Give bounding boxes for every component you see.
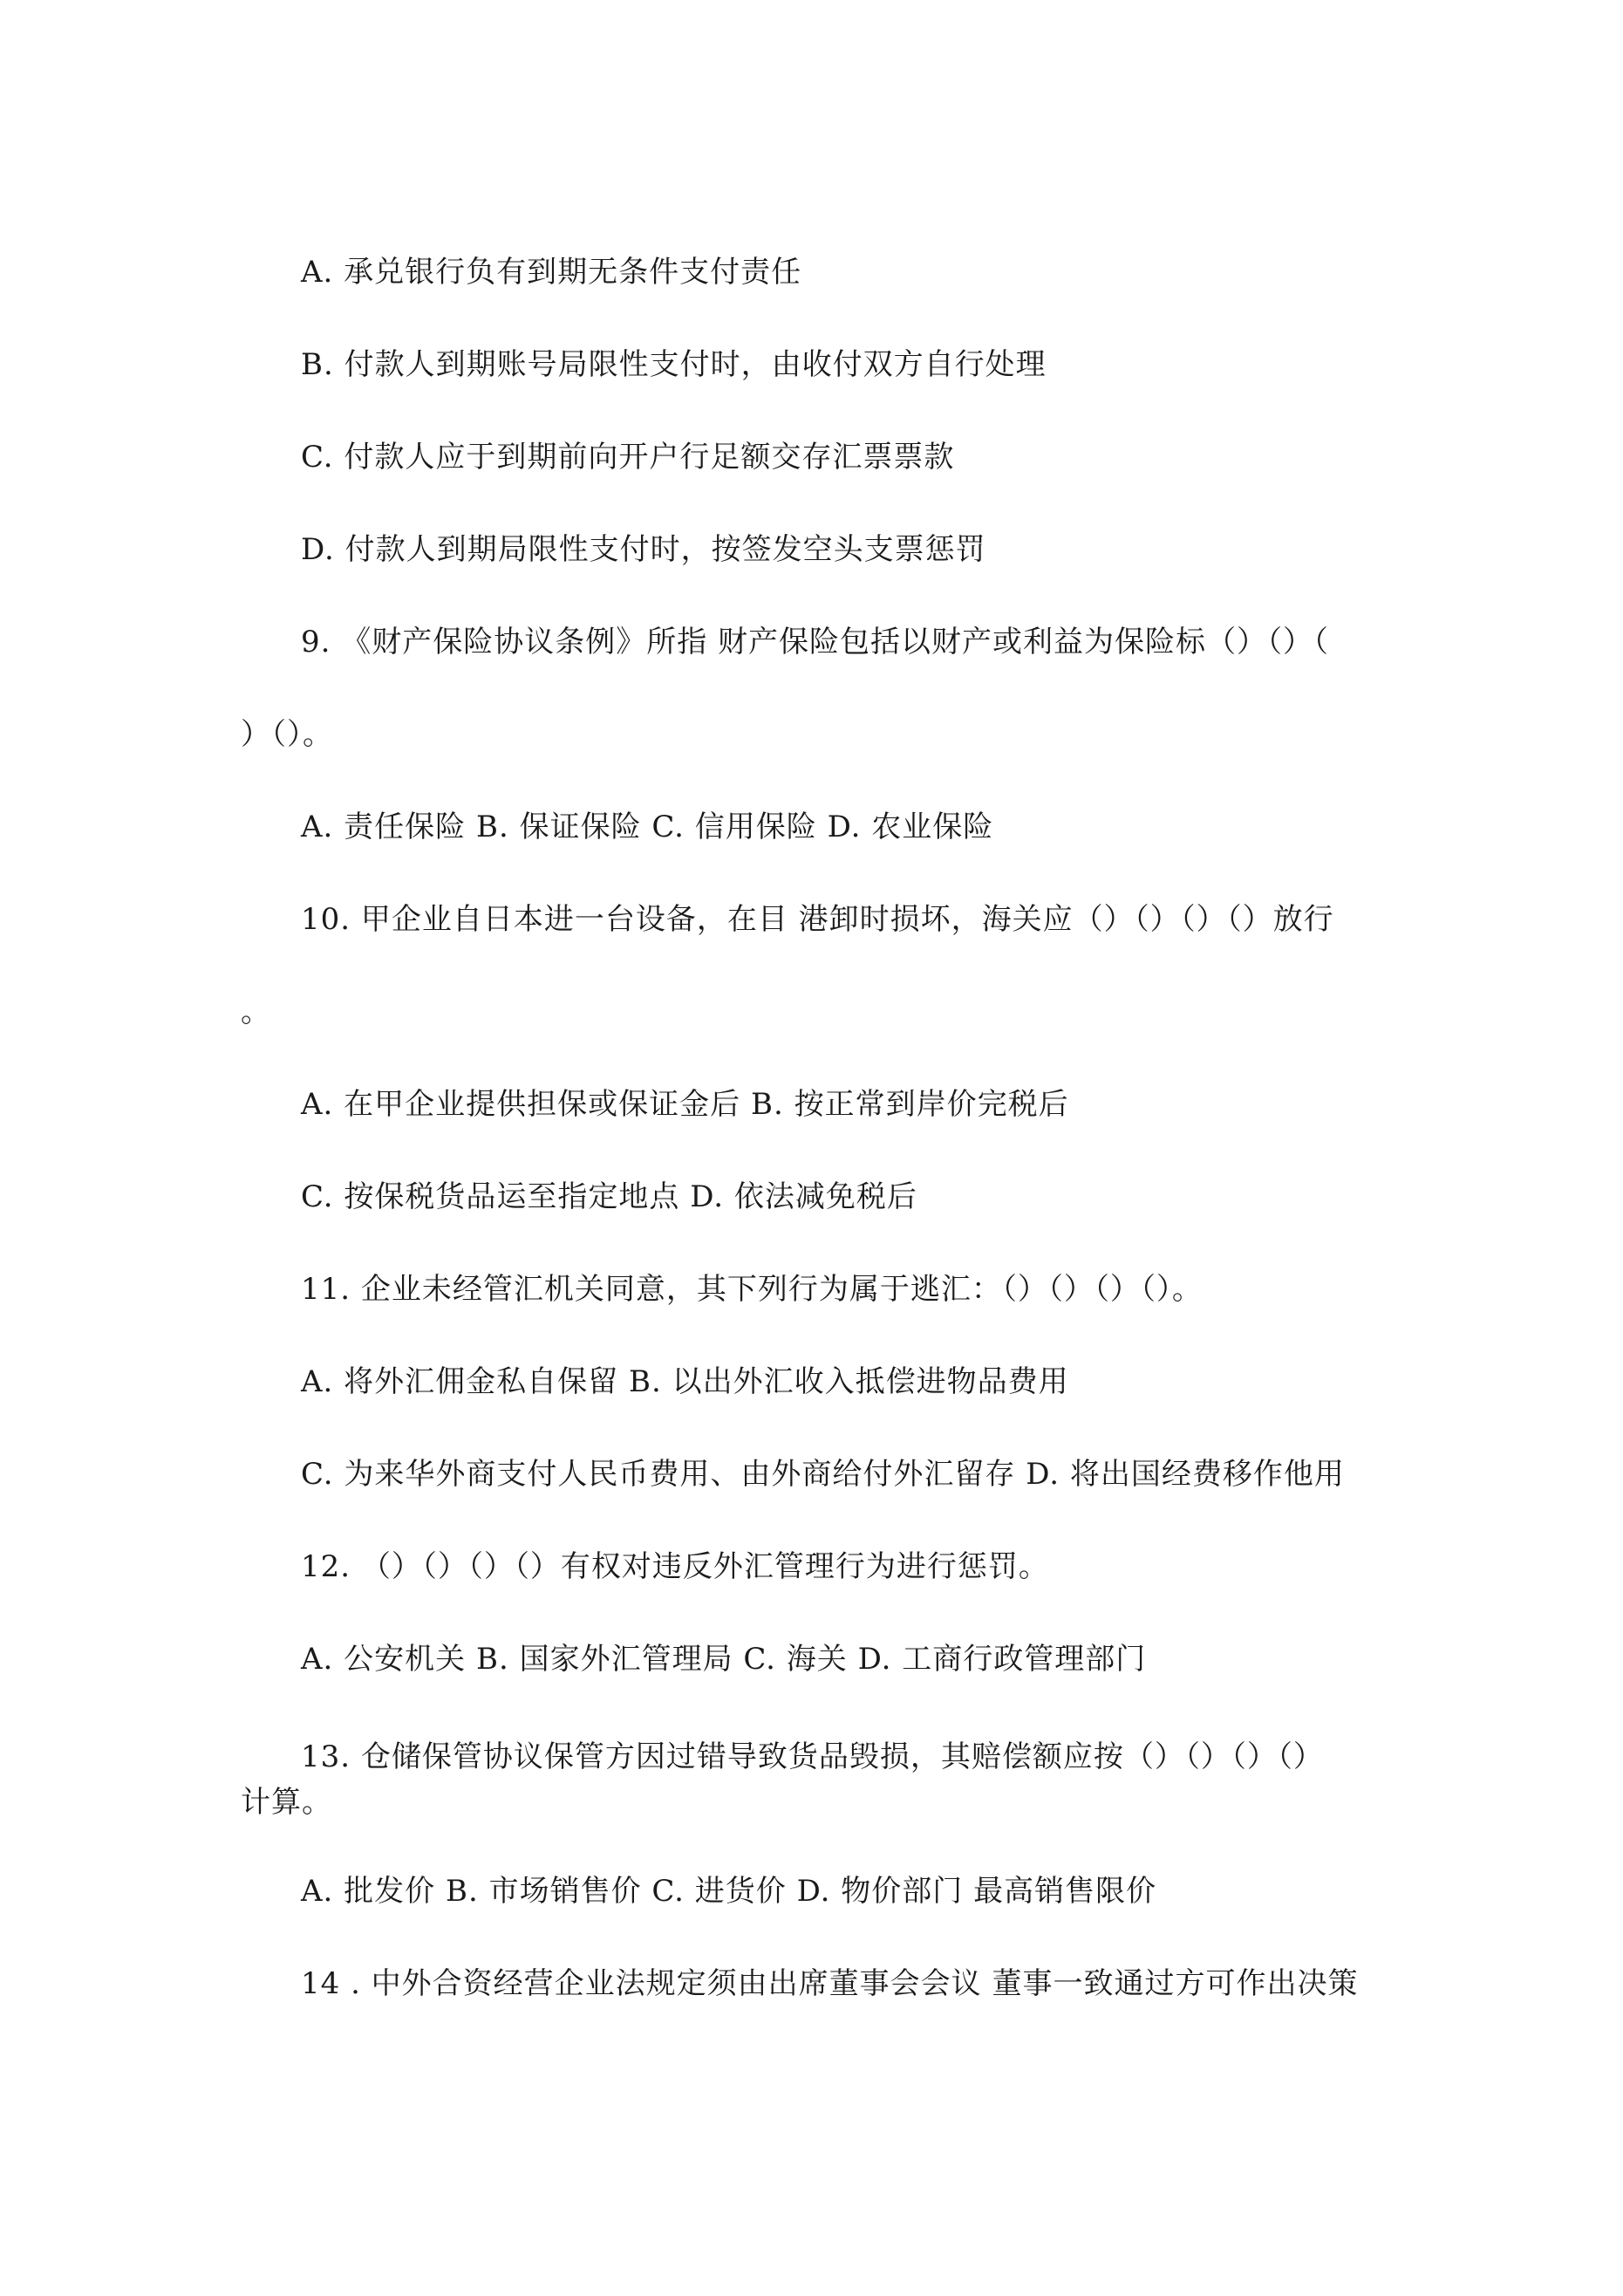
question-10-text: 10. 甲企业自日本进一台设备，在目 港卸时损坏，海关应（）（）（）（）放行: [301, 902, 1334, 937]
option-8c-text: C. 付款人应于到期前向开户行足额交存汇票票款: [301, 440, 955, 475]
question-11-options-2: C. 为来华外商支付人民币费用、由外商给付外汇留存 D. 将出国经费移作他用: [301, 1457, 1345, 1492]
question-14-text: 14 . 中外合资经营企业法规定须由出席董事会会议 董事一致通过方可作出决策: [301, 1966, 1359, 2001]
question-12-options: A. 公安机关 B. 国家外汇管理局 C. 海关 D. 工商行政管理部门: [301, 1642, 1147, 1677]
question-11-text: 11. 企业未经管汇机关同意，其下列行为属于逃汇：（）（）（）（）。: [301, 1272, 1203, 1307]
question-11-options-1: A. 将外汇佣金私自保留 B. 以出外汇收入抵偿进物品费用: [301, 1364, 1069, 1399]
question-9-options: A. 责任保险 B. 保证保险 C. 信用保险 D. 农业保险: [301, 810, 994, 844]
question-12-text: 12. （）（）（）（）有权对违反外汇管理行为进行惩罚。: [301, 1549, 1049, 1584]
question-10-options-1: A. 在甲企业提供担保或保证金后 B. 按正常到岸价完税后: [301, 1087, 1069, 1122]
question-10-continued: 。: [241, 994, 271, 1029]
question-13-continued: 计算。: [241, 1785, 332, 1820]
question-9-text: 9. 《财产保险协议条例》所指 财产保险包括以财产或利益为保险标（）（）（: [301, 625, 1330, 659]
question-9-continued: ）（）。: [241, 717, 333, 752]
question-13-text: 13. 仓储保管协议保管方因过错导致货品毁损，其赔偿额应按（）（）（）（）: [301, 1739, 1324, 1774]
question-13-options: A. 批发价 B. 市场销售价 C. 进货价 D. 物价部门 最高销售限价: [301, 1874, 1157, 1909]
option-8d-text: D. 付款人到期局限性支付时，按签发空头支票惩罚: [301, 532, 986, 567]
option-8a-text: A. 承兑银行负有到期无条件支付责任: [301, 255, 802, 290]
option-8b-text: B. 付款人到期账号局限性支付时，由收付双方自行处理: [301, 347, 1047, 382]
question-10-options-2: C. 按保税货品运至指定地点 D. 依法减免税后: [301, 1179, 917, 1214]
